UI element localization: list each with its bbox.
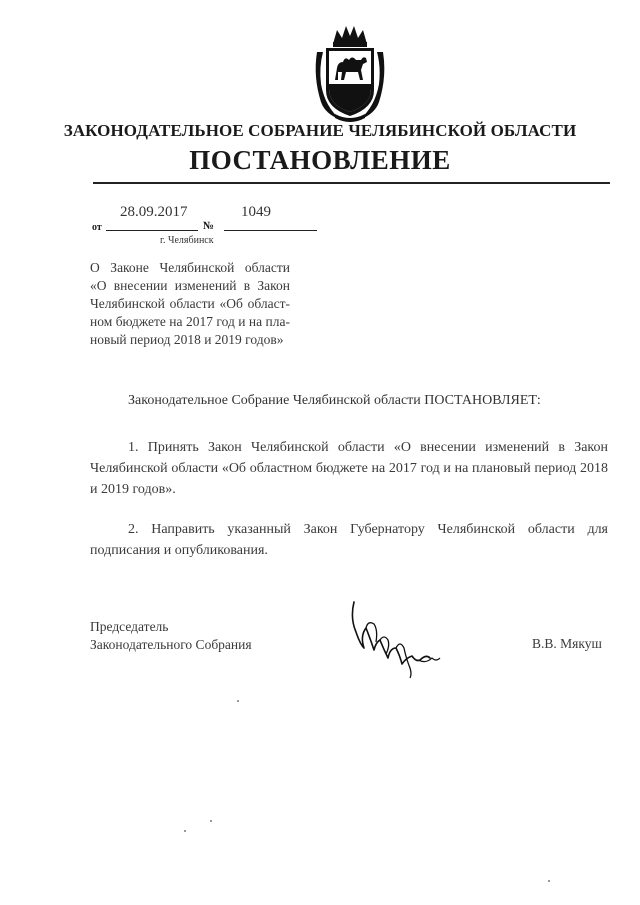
resolution-preamble: Законодательное Собрание Челябинской области ПОСТАНОВЛЯЕТ: [128,393,541,408]
handwritten-signature [340,598,450,680]
header-divider [93,182,610,184]
document-subject [90,259,290,349]
subject-line: ном бюджете на 2017 год и на пла- [90,314,290,329]
signatory-title [90,618,252,654]
number-underline [224,230,317,231]
scan-speck [548,880,550,882]
coat-of-arms-icon [311,22,389,122]
subject-line: О Законе Челябинской области [90,260,290,275]
document-date: 28.09.2017 [120,204,188,220]
document-number: 1049 [241,204,271,220]
subject-line: новый период 2018 и 2019 годов» [90,332,284,347]
scan-speck [237,700,239,702]
city-label: г. Челябинск [160,235,214,246]
subject-line: «О внесении изменений в Закон [90,278,290,293]
resolution-item-1: 1. Принять Закон Челябинской области «О внесении изменений в Закон Челябинской области «Об областном бюджете на 2017 год и на плановый период 2018 и 2019 годов». [90,440,608,497]
subject-line: Челябинской области «Об област- [90,296,290,311]
signatory-title-line: Председатель [90,619,169,634]
organization-title: ЗАКОНОДАТЕЛЬНОЕ СОБРАНИЕ ЧЕЛЯБИНСКОЙ ОБЛАСТИ [63,121,577,140]
signatory-name: В.В. Мякуш [532,636,602,651]
date-underline [106,230,198,231]
number-sign-label: № [203,220,215,232]
scan-speck [184,830,186,832]
signatory-title-line: Законодательного Собрания [90,637,252,652]
document-type-heading: ПОСТАНОВЛЕНИЕ [189,145,451,175]
scan-speck [210,820,212,822]
date-prefix-label: от [92,222,102,233]
resolution-item-2: 2. Направить указанный Закон Губернатору Челябинской области для подписания и опубликования. [90,522,608,558]
